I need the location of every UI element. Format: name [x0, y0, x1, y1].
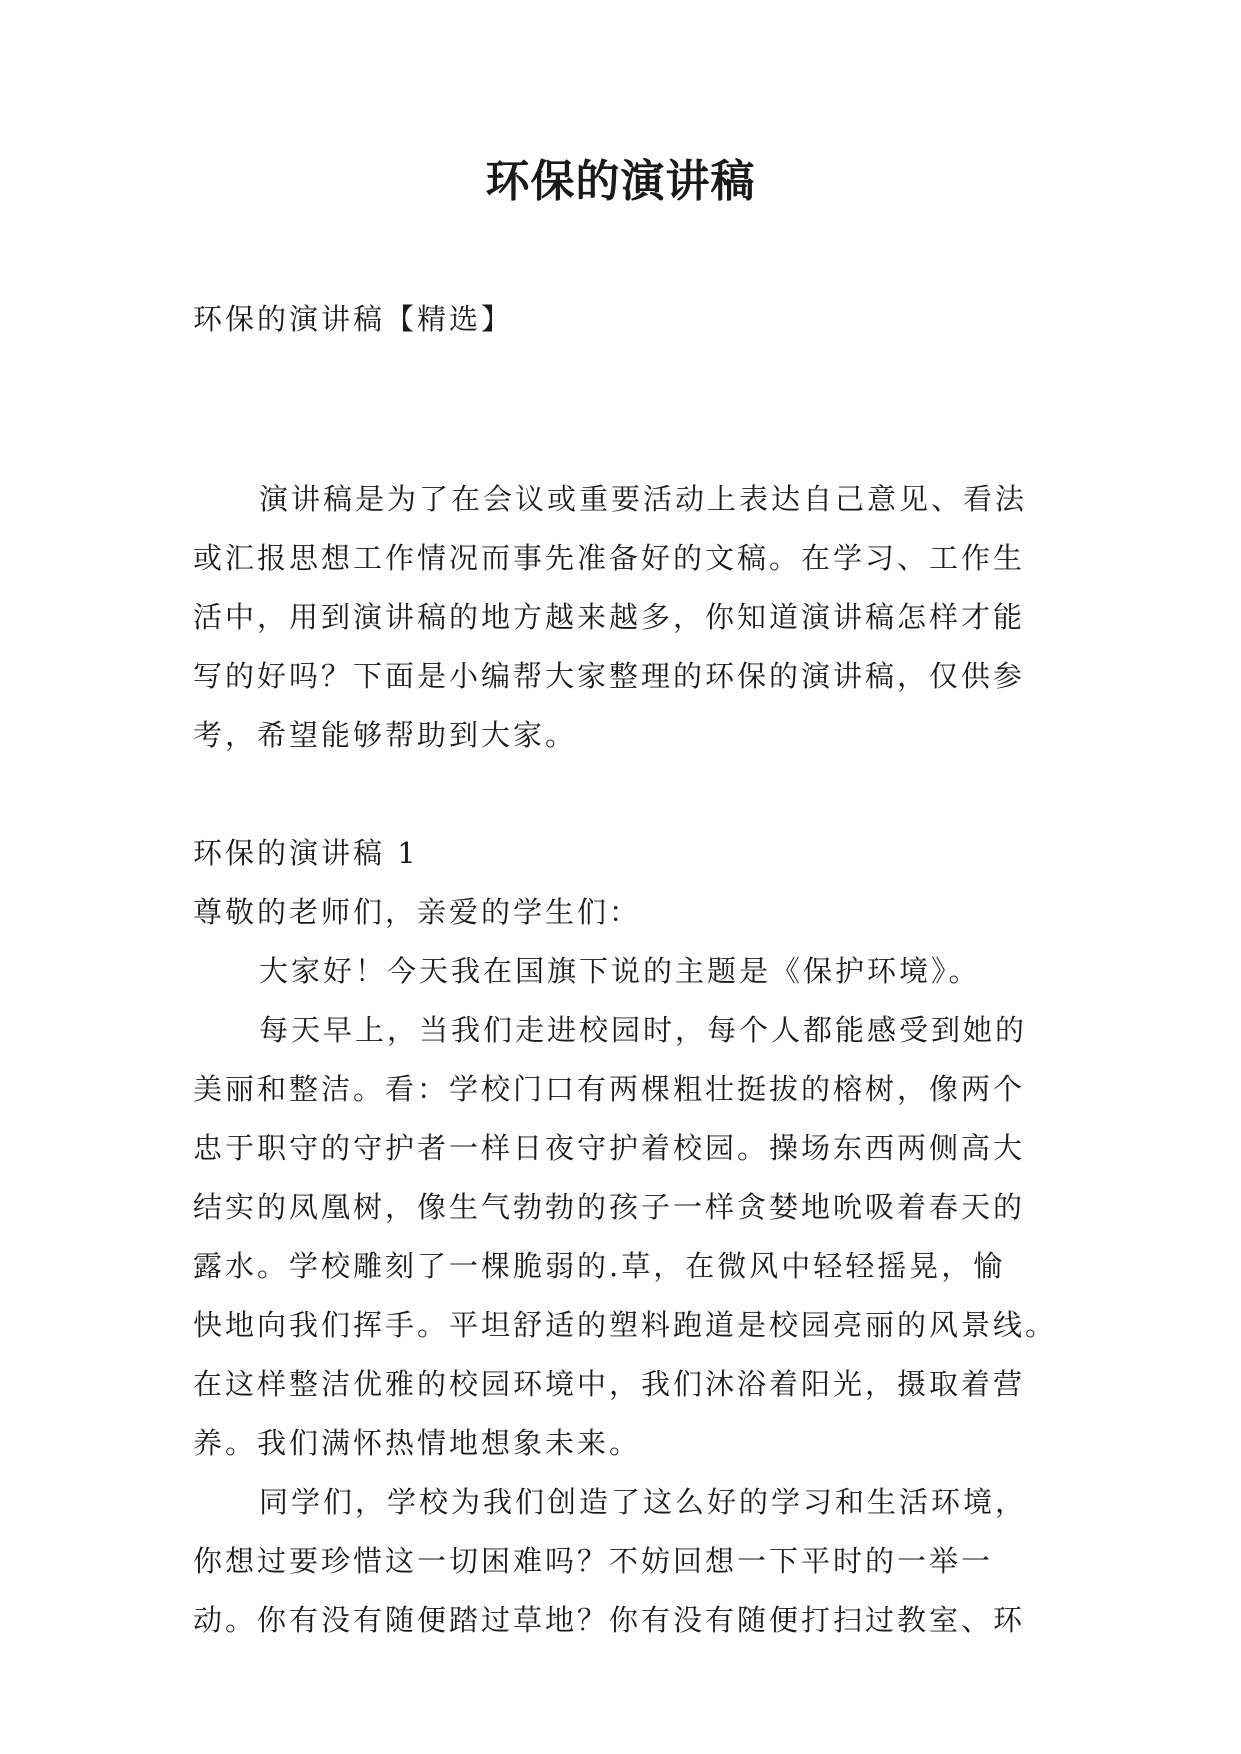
section-heading: 环保的演讲稿 1 — [193, 836, 419, 870]
greeting: 大家好！今天我在国旗下说的主题是《保护环境》。 — [259, 954, 981, 988]
paragraph-line: 忠于职守的守护者一样日夜守护着校园。操场东西两侧高大 — [193, 1131, 1026, 1165]
paragraph-line: 每天早上，当我们走进校园时，每个人都能感受到她的 — [259, 1013, 1028, 1047]
intro-line: 或汇报思想工作情况而事先准备好的文稿。在学习、工作生 — [193, 541, 1026, 575]
paragraph-line: 结实的凤凰树，像生气勃勃的孩子一样贪婪地吮吸着春天的 — [193, 1190, 1026, 1224]
paragraph-line: 美丽和整洁。看：学校门口有两棵粗壮挺拔的榕树，像两个 — [193, 1072, 1026, 1106]
intro-line: 写的好吗？下面是小编帮大家整理的环保的演讲稿，仅供参 — [193, 659, 1026, 693]
paragraph-line: 快地向我们挥手。平坦舒适的塑料跑道是校园亮丽的风景线。 — [193, 1308, 1058, 1342]
intro-line: 考，希望能够帮助到大家。 — [193, 718, 578, 752]
document-body — [193, 290, 1058, 1650]
document-title: 环保的演讲稿 — [485, 156, 756, 207]
paragraph-line: 同学们，学校为我们创造了这么好的学习和生活环境， — [259, 1485, 1028, 1519]
document-subtitle: 环保的演讲稿【精选】 — [193, 302, 514, 336]
salutation: 尊敬的老师们，亲爱的学生们： — [193, 895, 642, 929]
paragraph-line: 你想过要珍惜这一切困难吗？不妨回想一下平时的一举一 — [193, 1544, 994, 1578]
paragraph-line: 在这样整洁优雅的校园环境中，我们沐浴着阳光，摄取着营 — [193, 1367, 1026, 1401]
intro-line: 活中，用到演讲稿的地方越来越多，你知道演讲稿怎样才能 — [193, 600, 1026, 634]
intro-line: 演讲稿是为了在会议或重要活动上表达自己意见、看法 — [259, 482, 1028, 516]
paragraph-line: 露水。学校雕刻了一棵脆弱的.草，在微风中轻轻摇晃，愉 — [193, 1249, 1006, 1283]
paragraph-line: 养。我们满怀热情地想象未来。 — [193, 1426, 642, 1460]
paragraph-line: 动。你有没有随便踏过草地？你有没有随便打扫过教室、环 — [193, 1603, 1026, 1637]
